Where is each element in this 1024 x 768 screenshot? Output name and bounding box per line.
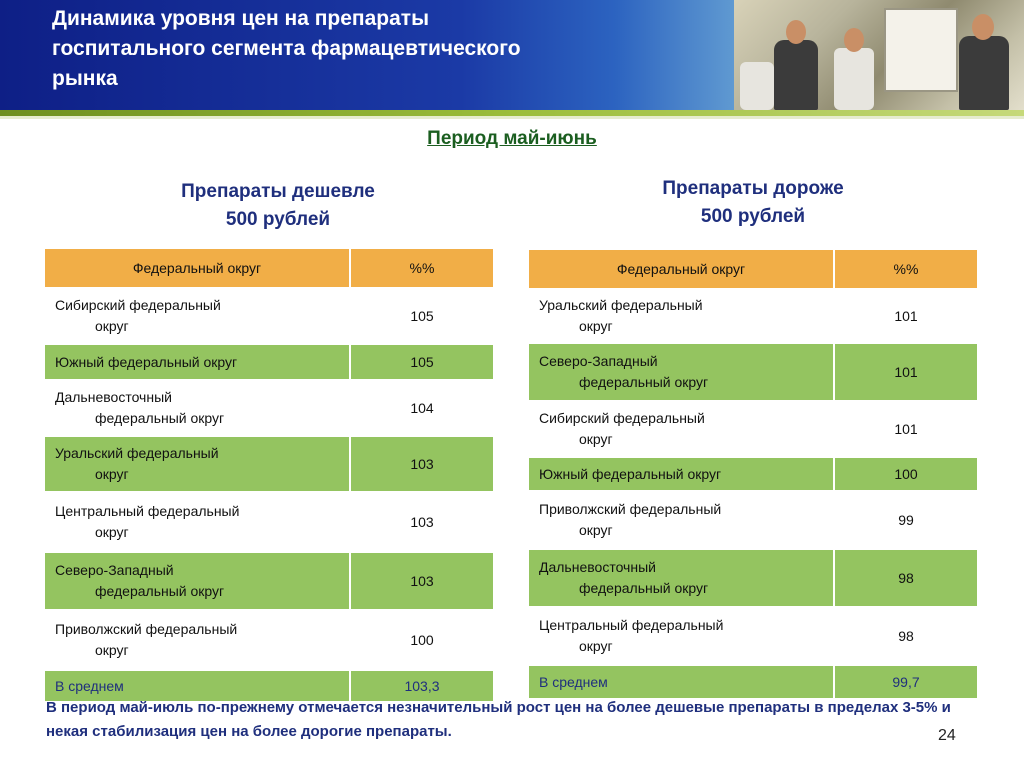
district-name-line1: Уральский федеральный	[539, 297, 703, 313]
average-label: В среднем	[44, 670, 350, 702]
district-name	[44, 610, 350, 670]
percent-value: 104	[350, 380, 494, 436]
table-row	[44, 344, 494, 380]
percent-value: 103	[350, 552, 494, 610]
table-row	[528, 549, 978, 607]
column-header-percent: %%	[834, 249, 978, 289]
district-name-line1: Центральный федеральный	[55, 503, 240, 519]
table-row	[44, 288, 494, 344]
district-name-line1: Сибирский федеральный	[539, 410, 705, 426]
left-table-heading	[128, 178, 428, 234]
average-value: 103,3	[350, 670, 494, 702]
table-row	[44, 610, 494, 670]
percent-value: 105	[350, 344, 494, 380]
district-name	[528, 607, 834, 665]
column-header-district: Федеральный округ	[44, 248, 350, 288]
conclusion-note: В период май-июль по-прежнему отмечается незначительный рост цен на более дешевые препараты в пределах 3-5% и некая стабилизация цен на более дорогие препараты.	[46, 699, 951, 740]
district-name	[44, 436, 350, 492]
district-name	[528, 343, 834, 401]
column-header-percent: %%	[350, 248, 494, 288]
district-name-line1: Приволжский федеральный	[539, 501, 722, 517]
district-name-line2: округ	[579, 431, 613, 447]
percent-value: 101	[834, 289, 978, 343]
right-heading-line2: 500 рублей	[700, 206, 806, 227]
table-row	[44, 492, 494, 552]
business-meeting-photo	[734, 0, 1024, 110]
percent-value: 103	[350, 436, 494, 492]
percent-value: 100	[350, 610, 494, 670]
table-row	[44, 380, 494, 436]
percent-value: 101	[834, 343, 978, 401]
percent-value: 101	[834, 401, 978, 457]
percent-value: 100	[834, 457, 978, 491]
district-name	[44, 492, 350, 552]
table-row	[44, 552, 494, 610]
average-row	[528, 665, 978, 699]
page-number: 24	[938, 727, 956, 744]
district-name-line2: федеральный округ	[95, 410, 225, 426]
district-name	[528, 457, 834, 491]
average-value: 99,7	[834, 665, 978, 699]
slide-title: Динамика уровня цен на препараты госпитального сегмента фармацевтического рынка	[52, 7, 521, 90]
accent-bar-light	[0, 116, 1024, 119]
header-banner	[0, 0, 1024, 110]
percent-value: 98	[834, 607, 978, 665]
district-name-line2: федеральный округ	[95, 583, 225, 599]
district-name-line1: Южный федеральный округ	[539, 465, 722, 482]
district-name-line1: Северо-Западный	[55, 562, 174, 578]
table-row	[528, 289, 978, 343]
district-name-line1: Дальневосточный	[539, 559, 656, 575]
district-name	[528, 289, 834, 343]
table-row	[44, 436, 494, 492]
table-row	[528, 457, 978, 491]
district-name-line1: Уральский федеральный	[55, 445, 219, 461]
district-name-line2: округ	[579, 638, 613, 654]
table-row	[528, 343, 978, 401]
district-name	[528, 401, 834, 457]
district-name-line2: округ	[95, 466, 129, 482]
district-name-line2: округ	[95, 524, 129, 540]
percent-value: 99	[834, 491, 978, 549]
district-name-line2: округ	[95, 318, 129, 334]
district-name	[528, 549, 834, 607]
district-name	[44, 288, 350, 344]
column-header-district: Федеральный округ	[528, 249, 834, 289]
table-row	[528, 607, 978, 665]
right-table-heading	[603, 175, 903, 231]
average-label: В среднем	[528, 665, 834, 699]
percent-value: 98	[834, 549, 978, 607]
district-name	[44, 552, 350, 610]
district-name-line1: Северо-Западный	[539, 353, 658, 369]
district-name-line2: округ	[579, 522, 613, 538]
district-name	[44, 344, 350, 380]
percent-value: 105	[350, 288, 494, 344]
right-heading-line1: Препараты дороже	[662, 178, 844, 199]
table-row	[528, 491, 978, 549]
cheap-drugs-table	[43, 247, 495, 703]
district-name-line2: федеральный округ	[579, 580, 709, 596]
period-heading: Период май-июнь	[427, 128, 597, 149]
left-heading-line1: Препараты дешевле	[181, 181, 375, 202]
district-name-line1: Приволжский федеральный	[55, 621, 238, 637]
district-name-line1: Дальневосточный	[55, 389, 172, 405]
percent-value: 103	[350, 492, 494, 552]
district-name-line1: Южный федеральный округ	[55, 353, 238, 370]
district-name-line2: округ	[579, 318, 613, 334]
district-name-line2: округ	[95, 642, 129, 658]
left-heading-line2: 500 рублей	[225, 209, 331, 230]
expensive-drugs-table	[527, 248, 979, 700]
district-name-line1: Сибирский федеральный	[55, 297, 221, 313]
district-name-line1: Центральный федеральный	[539, 617, 724, 633]
district-name	[528, 491, 834, 549]
district-name	[44, 380, 350, 436]
table-row	[528, 401, 978, 457]
district-name-line2: федеральный округ	[579, 374, 709, 390]
